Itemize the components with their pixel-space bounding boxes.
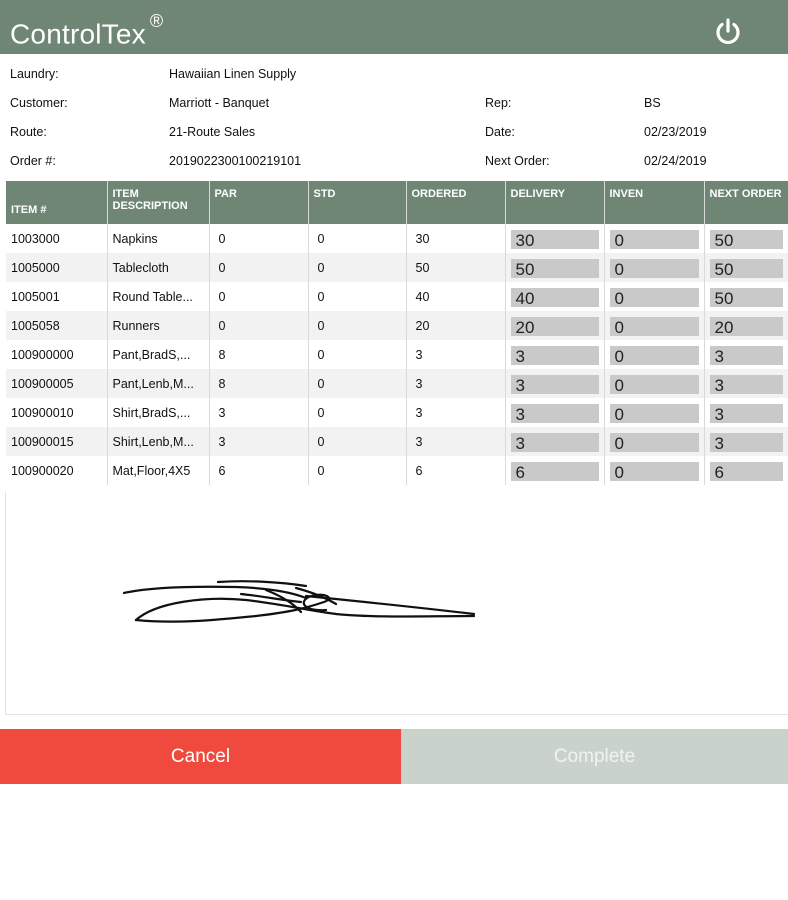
next-order-input[interactable]: 3 [710,433,783,452]
app-title [10,9,163,52]
inven-cell [604,224,704,253]
std-cell: 0 [308,369,406,398]
table-row [6,340,788,369]
std-cell: 0 [308,340,406,369]
std-cell: 0 [308,253,406,282]
item-number-cell: 1005058 [6,311,107,340]
app-title-text: ControlTex [10,18,146,50]
ordered-cell: 3 [406,369,505,398]
laundry-value: Hawaiian Linen Supply [169,67,297,81]
description-cell: Pant,BradS,... [107,340,209,369]
delivery-input[interactable]: 20 [511,317,599,336]
inven-input[interactable]: 0 [610,288,699,307]
item-number-cell: 100900000 [6,340,107,369]
delivery-input[interactable]: 30 [511,230,599,249]
delivery-input[interactable]: 3 [511,433,599,452]
inven-input[interactable]: 0 [610,259,699,278]
table-row [6,253,788,282]
next-order-value: 02/24/2019 [644,154,707,168]
inven-cell [604,282,704,311]
table-row [6,456,788,485]
table-row [6,369,788,398]
header-delivery: DELIVERY [505,181,604,224]
header-ordered: ORDERED [406,181,505,224]
next-order-cell [704,311,788,340]
par-cell: 6 [209,456,308,485]
item-number-cell: 100900015 [6,427,107,456]
order-number-value: 2019022300100219101 [169,154,302,168]
delivery-cell [505,311,604,340]
rep-value: BS [644,96,661,110]
item-number-cell: 1005001 [6,282,107,311]
description-cell: Shirt,Lenb,M... [107,427,209,456]
description-cell: Mat,Floor,4X5 [107,456,209,485]
std-cell: 0 [308,224,406,253]
description-cell: Round Table... [107,282,209,311]
table-header-row [6,181,788,224]
date-value: 02/23/2019 [644,125,707,139]
ordered-cell: 30 [406,224,505,253]
inven-input[interactable]: 0 [610,230,699,249]
table-row [6,282,788,311]
next-order-cell [704,224,788,253]
next-order-input[interactable]: 3 [710,404,783,423]
delivery-cell [505,427,604,456]
next-order-cell [704,282,788,311]
std-cell: 0 [308,398,406,427]
date-label: Date: [485,125,515,139]
next-order-input[interactable]: 50 [710,259,783,278]
inven-cell [604,253,704,282]
description-cell: Runners [107,311,209,340]
std-cell: 0 [308,311,406,340]
route-value: 21-Route Sales [169,125,256,139]
order-number-label: Order #: [10,154,56,168]
app-header [0,0,788,54]
inven-input[interactable]: 0 [610,433,699,452]
next-order-cell [704,456,788,485]
delivery-input[interactable]: 6 [511,462,599,481]
delivery-cell [505,369,604,398]
ordered-cell: 20 [406,311,505,340]
ordered-cell: 3 [406,398,505,427]
par-cell: 8 [209,340,308,369]
ordered-cell: 40 [406,282,505,311]
inven-cell [604,398,704,427]
par-cell: 3 [209,427,308,456]
customer-value: Marriott - Banquet [169,96,270,110]
next-order-input[interactable]: 3 [710,346,783,365]
cancel-button[interactable]: Cancel [0,729,401,784]
inven-input[interactable]: 0 [610,375,699,394]
header-par: PAR [209,181,308,224]
signature-drawing [6,492,788,714]
table-row [6,311,788,340]
delivery-cell [505,282,604,311]
next-order-input[interactable]: 6 [710,462,783,481]
inven-input[interactable]: 0 [610,317,699,336]
item-number-cell: 1003000 [6,224,107,253]
delivery-input[interactable]: 3 [511,375,599,394]
par-cell: 0 [209,311,308,340]
table-row [6,224,788,253]
par-cell: 0 [209,224,308,253]
delivery-input[interactable]: 3 [511,404,599,423]
laundry-label: Laundry: [10,67,59,81]
next-order-input[interactable]: 20 [710,317,783,336]
item-number-cell: 100900005 [6,369,107,398]
delivery-input[interactable]: 50 [511,259,599,278]
header-inven: INVEN [604,181,704,224]
next-order-cell [704,427,788,456]
par-cell: 0 [209,253,308,282]
ordered-cell: 6 [406,456,505,485]
delivery-cell [505,253,604,282]
description-cell: Pant,Lenb,M... [107,369,209,398]
item-number-cell: 100900020 [6,456,107,485]
inven-input[interactable]: 0 [610,404,699,423]
inven-input[interactable]: 0 [610,346,699,365]
description-cell: Shirt,BradS,... [107,398,209,427]
delivery-cell [505,340,604,369]
delivery-input[interactable]: 3 [511,346,599,365]
par-cell: 0 [209,282,308,311]
item-number-cell: 100900010 [6,398,107,427]
trademark-symbol: ® [149,11,164,31]
customer-label: Customer: [10,96,68,110]
rep-label: Rep: [485,96,512,110]
par-cell: 8 [209,369,308,398]
inven-cell [604,311,704,340]
description-cell: Napkins [107,224,209,253]
ordered-cell: 3 [406,427,505,456]
delivery-cell [505,398,604,427]
inven-input[interactable]: 0 [610,462,699,481]
item-number-cell: 1005000 [6,253,107,282]
delivery-cell [505,456,604,485]
header-next-order: NEXT ORDER [704,181,788,224]
order-items-table [6,181,788,485]
next-order-cell [704,398,788,427]
std-cell: 0 [308,427,406,456]
delivery-input[interactable]: 40 [511,288,599,307]
std-cell: 0 [308,282,406,311]
order-info [0,58,788,178]
next-order-label: Next Order: [485,154,550,168]
description-cell: Tablecloth [107,253,209,282]
complete-button[interactable]: Complete [401,729,788,784]
inven-cell [604,427,704,456]
inven-cell [604,369,704,398]
next-order-input[interactable]: 50 [710,288,783,307]
header-item-number: ITEM # [6,181,107,224]
table-row [6,398,788,427]
next-order-cell [704,369,788,398]
header-item-description: ITEM DESCRIPTION [107,181,209,224]
route-label: Route: [10,125,47,139]
next-order-cell [704,340,788,369]
std-cell: 0 [308,456,406,485]
next-order-input[interactable]: 50 [710,230,783,249]
ordered-cell: 3 [406,340,505,369]
table-row [6,427,788,456]
next-order-cell [704,253,788,282]
inven-cell [604,456,704,485]
next-order-input[interactable]: 3 [710,375,783,394]
power-icon[interactable] [712,16,744,48]
header-std: STD [308,181,406,224]
par-cell: 3 [209,398,308,427]
delivery-cell [505,224,604,253]
signature-pad[interactable] [5,492,788,715]
inven-cell [604,340,704,369]
ordered-cell: 50 [406,253,505,282]
